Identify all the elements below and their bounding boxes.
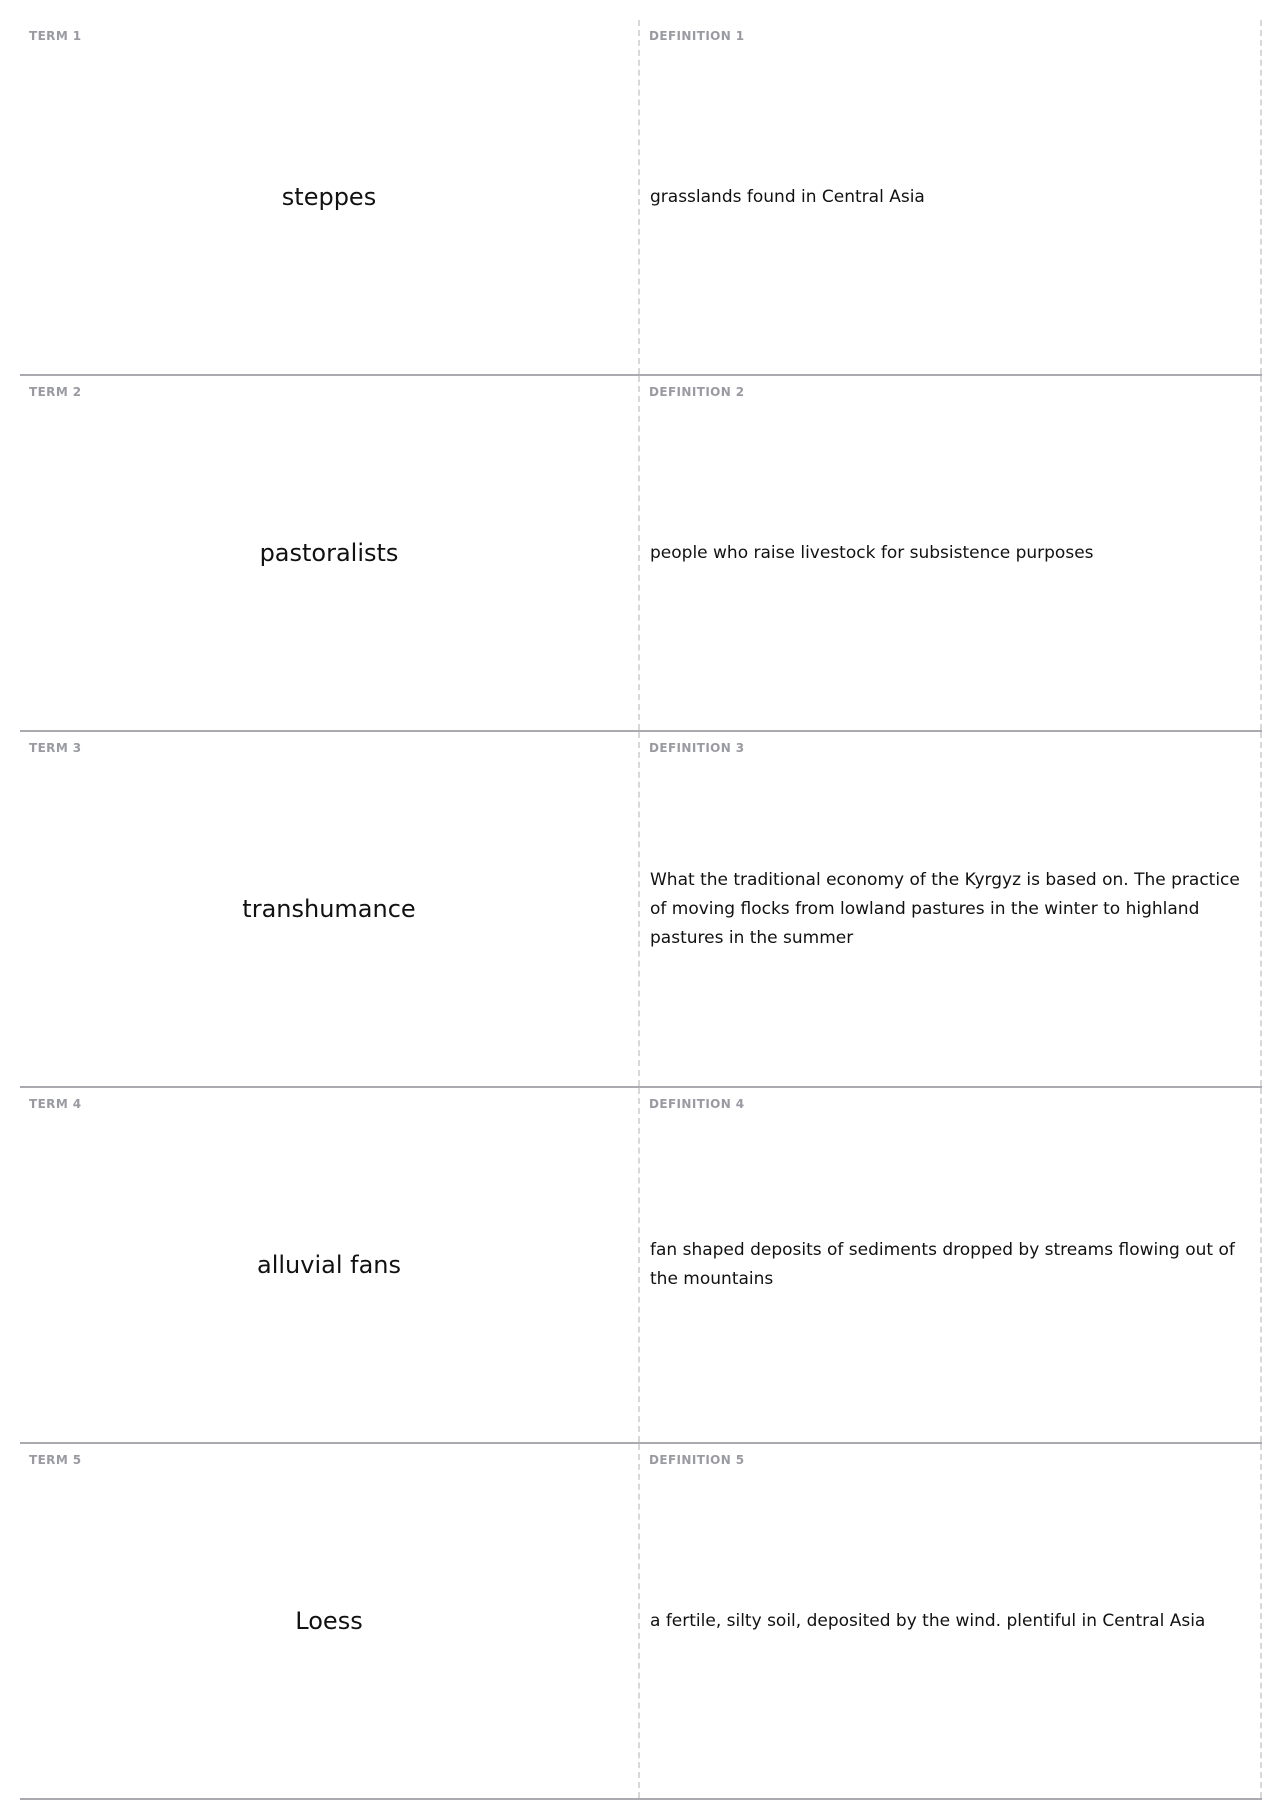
card-row (20, 20, 1262, 376)
card-row (20, 1444, 1262, 1800)
definition-label: DEFINITION 4 (649, 1097, 745, 1111)
definition-cell (640, 1088, 1262, 1442)
card-row (20, 1088, 1262, 1444)
definition-text: What the traditional economy of the Kyrgyz is based on. The practice of moving flocks from lowland pastures in the winter to highland pastures in the summer (650, 869, 1240, 948)
term-label: TERM 1 (29, 29, 82, 43)
definition-text: fan shaped deposits of sediments dropped by streams flowing out of the mountains (650, 1240, 1235, 1289)
term-text: pastoralists (259, 539, 399, 567)
term-label: TERM 4 (29, 1097, 82, 1111)
term-cell (20, 20, 640, 374)
definition-text: grasslands found in Central Asia (650, 186, 925, 207)
definition-label: DEFINITION 5 (649, 1453, 745, 1467)
definition-label: DEFINITION 1 (649, 29, 745, 43)
definition-cell (640, 1444, 1262, 1798)
definition-text: people who raise livestock for subsistence purposes (650, 542, 1094, 563)
card-row (20, 376, 1262, 732)
term-cell (20, 1088, 640, 1442)
card-row (20, 732, 1262, 1088)
term-cell (20, 376, 640, 730)
definition-label: DEFINITION 2 (649, 385, 745, 399)
definition-label: DEFINITION 3 (649, 741, 745, 755)
flashcard-sheet (20, 20, 1262, 1800)
term-label: TERM 5 (29, 1453, 82, 1467)
term-label: TERM 2 (29, 385, 82, 399)
definition-cell (640, 376, 1262, 730)
term-text: transhumance (242, 895, 416, 923)
term-label: TERM 3 (29, 741, 82, 755)
term-cell (20, 1444, 640, 1798)
term-text: steppes (281, 183, 377, 211)
definition-text: a fertile, silty soil, deposited by the wind. plentiful in Central Asia (650, 1610, 1206, 1631)
definition-cell (640, 20, 1262, 374)
term-cell (20, 732, 640, 1086)
definition-cell (640, 732, 1262, 1086)
term-text: alluvial fans (257, 1251, 401, 1279)
term-text: Loess (295, 1607, 363, 1635)
